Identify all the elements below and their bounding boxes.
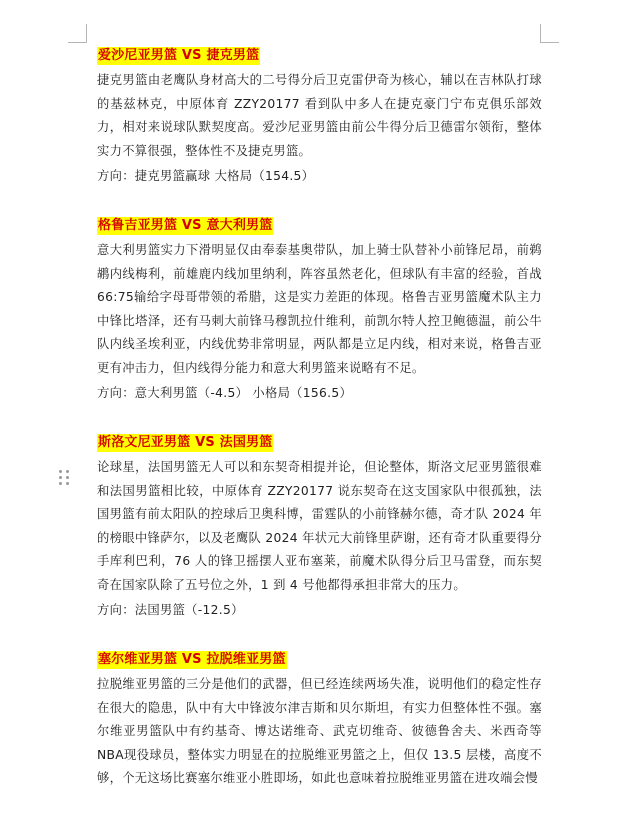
section-slovenia-france [97,431,542,622]
section-serbia-latvia [97,648,542,791]
section-heading: 爱沙尼亚男篮 VS 捷克男篮 [98,48,260,63]
section-georgia-italy [97,214,542,405]
section-body: 论球星，法国男篮无人可以和东契奇相提并论，但论整体，斯洛文尼亚男篮很难和法国男篮相比较，中原体育 ZZY20177 说东契奇在这支国家队中很孤独，法国男篮有前太阳队的控球后卫奥科博，雷霆队的小前锋赫尔德，奇才队 2024 年的榜眼中锋萨尔，以及老鹰队 2024 年状元大前锋里萨谢，还有奇才队重要得分手库利巴利，76 人的锋卫摇摆人亚布塞莱，前魔术队得分后卫马雷登，而东契奇在国家队除了五号位之外，1 到 4 号他都得承担非常大的压力。 [97,460,542,592]
drag-handle-icon[interactable] [59,470,71,488]
section-direction: 方向：捷克男篮赢球 大格局（154.5） [97,169,315,183]
section-body: 捷克男篮由老鹰队身材高大的二号得分后卫克雷伊奇为核心，辅以在吉林队打球的基兹林克，中原体育 ZZY20177 看到队中多人在捷克豪门宁布克俱乐部效力，相对来说球队默契度高。爱沙尼亚男篮由前公牛得分后卫德雷尔领衔，整体实力不算很强，整体性不及捷克男篮。 [97,73,542,158]
section-direction: 方向：意大利男篮（-4.5） 小格局（156.5） [97,386,353,400]
section-body: 拉脱维亚男篮的三分是他们的武器，但已经连续两场失准，说明他们的稳定性存在很大的隐患，队中有大中锋波尔津吉斯和贝尔斯坦，有实力但整体性不强。塞尔维亚男篮队中有约基奇、博达诺维奇、武克切维奇、彼德鲁舍夫、米西奇等NBA现役球员，整体实力明显在的拉脱维亚男篮之上，但仅 13.5 层楼，高度不够，个无这场比赛塞尔维亚小胜即场，如此也意味着拉脱维亚男篮在进攻端会慢 [97,677,542,785]
crop-mark-top-right [540,24,559,43]
section-direction: 方向：法国男篮（-12.5） [97,603,244,617]
section-body: 意大利男篮实力下滑明显仅由奉泰基奥带队，加上骑士队替补小前锋尼昂，前鹈鹕内线梅利，前雄鹿内线加里纳利，阵容虽然老化，但球队有丰富的经验，首战66:75输给字母哥带领的希腊，这是实力差距的体现。格鲁吉亚男篮魔术队主力中锋比塔泽，还有马刺大前锋马穆凯拉什维利，前凯尔特人控卫鲍德温，前公牛队内线圣埃利亚，内线优势非常明显，两队都是立足内线，相对来说，格鲁吉亚更有冲击力，但内线得分能力和意大利男篮来说略有不足。 [97,243,542,375]
section-heading: 塞尔维亚男篮 VS 拉脱维亚男篮 [98,652,286,667]
section-estonia-czech [97,44,542,188]
section-heading: 斯洛文尼亚男篮 VS 法国男篮 [98,435,273,450]
section-heading: 格鲁吉亚男篮 VS 意大利男篮 [98,218,273,233]
crop-mark-top-left [68,24,87,43]
document-content [97,44,542,817]
